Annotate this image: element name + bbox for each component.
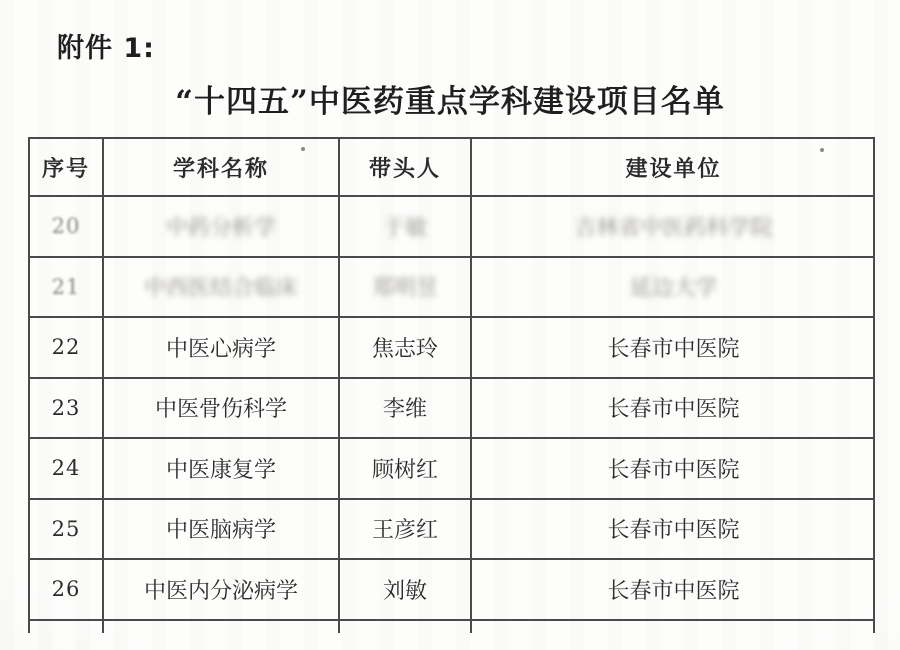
leader-name: 焦志玲	[371, 336, 438, 362]
discipline-name: 中医骨伤科学	[154, 397, 287, 423]
unit-name: 长春市中医院	[607, 397, 740, 423]
row-no: 20	[51, 214, 81, 239]
table-row-26-no	[30, 560, 104, 621]
unit-name: 吉林省中医药科学院	[574, 215, 773, 241]
table-row-24-discipline	[104, 439, 340, 500]
discipline-name: 中医康复学	[165, 457, 276, 483]
table-row-22-leader	[340, 318, 472, 379]
leader-name: 李维	[382, 397, 427, 423]
table-row-26-leader	[340, 560, 472, 621]
table-row-22-unit	[472, 318, 875, 379]
row-no: 23	[51, 395, 81, 420]
header-cell-unit: 建设单位	[472, 139, 875, 197]
discipline-name: 中药分析学	[165, 215, 276, 241]
row-no: 24	[51, 456, 81, 481]
table-row-21-unit	[472, 258, 875, 319]
leader-name: 顾树红	[371, 457, 438, 483]
partial-row-cell	[104, 621, 340, 633]
table-row-23-discipline	[104, 379, 340, 440]
table-row-23-no	[30, 379, 104, 440]
table-row-24-leader	[340, 439, 472, 500]
table-row-20-unit	[472, 197, 875, 258]
table-row-20-no	[30, 197, 104, 258]
partial-row-cell	[30, 621, 104, 633]
unit-name: 长春市中医院	[607, 578, 740, 604]
table-row-26-discipline	[104, 560, 340, 621]
table-row-22-discipline	[104, 318, 340, 379]
header-cell-no: 序号	[30, 139, 104, 197]
table-row-20-leader	[340, 197, 472, 258]
row-no: 22	[51, 335, 81, 360]
header-cell-discipline: 学科名称	[104, 139, 340, 197]
discipline-name: 中西医结合临床	[143, 276, 298, 302]
row-no: 21	[51, 274, 81, 299]
discipline-name: 中医心病学	[165, 336, 276, 362]
table-row-23-unit	[472, 379, 875, 440]
table-row-25-leader	[340, 500, 472, 561]
table-row-21-no	[30, 258, 104, 319]
discipline-name: 中医脑病学	[165, 518, 276, 544]
row-no: 25	[51, 516, 81, 541]
partial-row-cell	[340, 621, 472, 633]
table-row-26-unit	[472, 560, 875, 621]
table-row-25-no	[30, 500, 104, 561]
attachment-label: 附件 1:	[57, 33, 155, 64]
table-row-24-no	[30, 439, 104, 500]
partial-row-cell	[472, 621, 875, 633]
unit-name: 长春市中医院	[607, 518, 740, 544]
header-cell-leader: 带头人	[340, 139, 472, 197]
table-row-21-discipline	[104, 258, 340, 319]
table-row-20-discipline	[104, 197, 340, 258]
leader-name: 刘敏	[382, 578, 427, 604]
page-title: “十四五”中医药重点学科建设项目名单	[175, 84, 725, 120]
leader-name: 郑明昱	[371, 276, 438, 302]
unit-name: 长春市中医院	[607, 457, 740, 483]
discipline-name: 中医内分泌病学	[143, 578, 298, 604]
leader-name: 王彦红	[371, 518, 438, 544]
table-row-25-discipline	[104, 500, 340, 561]
table-row-21-leader	[340, 258, 472, 319]
unit-name: 延边大学	[629, 276, 718, 302]
leader-name: 于敏	[382, 215, 427, 241]
table-row-22-no	[30, 318, 104, 379]
table-row-23-leader	[340, 379, 472, 440]
unit-name: 长春市中医院	[607, 336, 740, 362]
table-row-25-unit	[472, 500, 875, 561]
disciplines-table	[28, 137, 875, 633]
table-row-24-unit	[472, 439, 875, 500]
row-no: 26	[51, 577, 81, 602]
